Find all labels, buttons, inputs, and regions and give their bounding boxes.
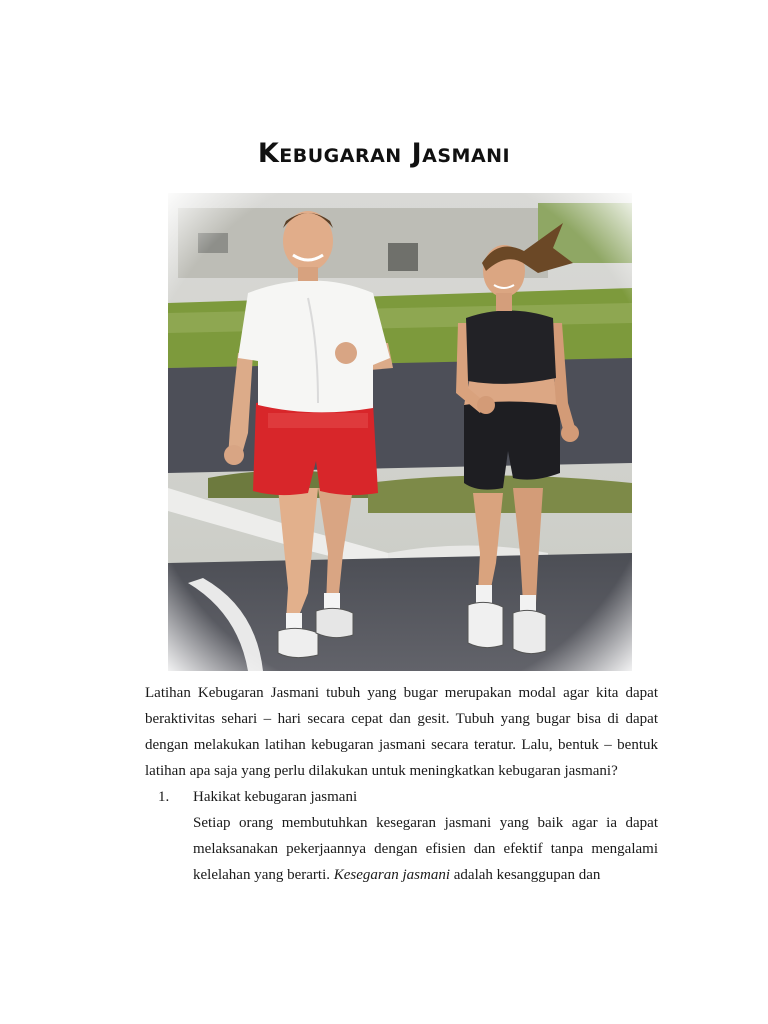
list-number: 1. bbox=[158, 789, 170, 805]
joggers-photo bbox=[168, 193, 632, 671]
section-heading: Hakikat kebugaran jasmani bbox=[193, 789, 358, 805]
section-paragraph-term: Kesegaran jasmani bbox=[333, 867, 451, 883]
page-title: Kebugaran Jasmani bbox=[257, 138, 511, 169]
section-paragraph-start: Setiap orang membutuhkan kesegaran jasmani yang baik agar ia dapat melaksanakan pekerjaannya dengan efisien dan efektif tanpa mengalami kelelahan yang berarti. bbox=[193, 815, 658, 883]
intro-paragraph: Latihan Kebugaran Jasmani tubuh yang bugar merupakan modal agar kita dapat beraktivitas sehari – hari secara cepat dan gesit. Tubuh yang bugar bisa di dapat dengan melakukan latihan kebugaran jasmani secara teratur. Lalu, bentuk – bentuk latihan apa saja yang perlu dilakukan untuk meningkatkan kebugaran jasmani? bbox=[145, 685, 658, 779]
section-paragraph bbox=[193, 810, 658, 888]
section-paragraph-end: adalah kesanggupan dan bbox=[450, 867, 601, 883]
list-item bbox=[145, 784, 658, 888]
body-text bbox=[145, 680, 658, 888]
